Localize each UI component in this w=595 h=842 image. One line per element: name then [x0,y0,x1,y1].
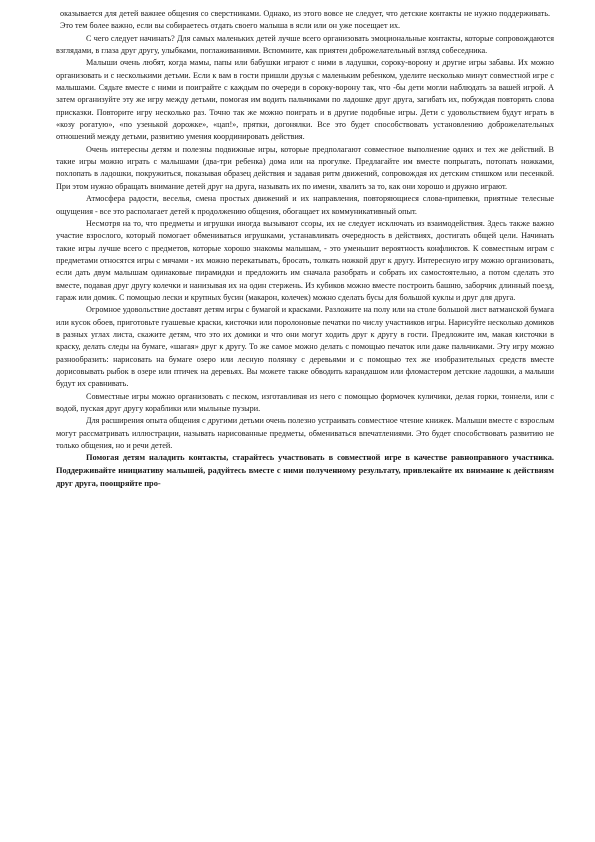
paragraph-9: Для расширения опыта общения с другими детьми очень полезно устраивать совместное чтение книжек. Малыши вместе с взрослым могут рассматривать иллюстрации, называть нарисованные предметы, обмениваться впечатлениями. Это будет способствовать развитию не только общения, но и речи детей. [56,416,554,451]
paragraph-7: Огромное удовольствие доставят детям игры с бумагой и красками. Разложите на полу или на столе большой лист ватманской бумага или кусок обоев, приготовьте гуашевые краски, кисточки или поролоновые печатки по числу участников игры. Нарисуйте несколько домиков в разных углах листа, скажите детям, что это их домики и что они могут ходить друг к другу в гости. Предложите им, макая кисточки в краску, делать следы на бумаге, «шагая» друг к другу. То же самое можно делать с помощью печаток или даже пальчиками. Эту игру можно разнообразить: нарисовать на бумаге озеро или лесную полянку с деревьями и с помощью тех же изобразительных средств вместе дорисовывать рыбок в озере или птичек на деревьях. Вы можете также обводить карандашом или фломастером детские ладошки, а малыши будут их сравнивать. [56,305,554,389]
paragraph-1: оказывается для детей важнее общения со сверстниками. Однако, из этого вовсе не следует, что детские контакты не нужно поддерживать. Это тем более важно, если вы собираетесь отдать своего малыша в ясли или он уже посещает их. [60,9,550,31]
document-body [56,8,554,490]
paragraph-6: Несмотря на то, что предметы и игрушки иногда вызывают ссоры, их не следует исключать из взаимодействия. Здесь также важно участие взрослого, который помогает обмениваться игрушками, устанавливать очередность в действиях, достигать общей цели. Начинать такие игры лучше всего с предметов, которые хорошо знакомы малышам, - это уменьшит вероятность конфликтов. К совместным играм с предметами относятся игры с мячами - их можно перекатывать, бросать, толкать ножкой друг к другу. Интересную игру можно организовать, если дать двум малышам одинаковые пирамидки и предложить им сначала разобрать и собрать их самостоятельно, а потом сделать это вместе, подавая друг другу колечки и нанизывая их на один стержень. Из кубиков можно вместе построить башню, заборчик длинный поезд, гараж или домик. С помощью лески и крупных бусин (макарон, колечек) можно сделать бусы для большой куклы и друг для друга. [56,218,554,302]
paragraph-4: Очень интересны детям и полезны подвижные игры, которые предполагают совместное выполнение одних и тех же действий. В такие игры можно играть с малышами (два-три ребенка) дома или на прогулке. Предлагайте им вместе попрыгать, потопать ножками, похлопать в ладошки, покружиться, показывая образец действия и задавая ритм движений, сопровождая их детским стишком или песенкой. При этом нужно обращать внимание детей друг на друга, называть их по имени, хвалить за то, как они хорошо и дружно играют. [56,144,554,191]
paragraph-8: Совместные игры можно организовать с песком, изготавливая из него с помощью формочек куличики, делая горки, тоннели, или с водой, пуская друг другу кораблики или мыльные пузыри. [56,391,554,413]
closing-paragraph: Помогая детям наладить контакты, старайтесь участвовать в совместной игре в качестве равноправного участника. Поддерживайте инициативу малышей, радуйтесь вместе с ними полученному результату, привлекайте их внимание к действиям друг друга, поощряйте про- [56,453,554,488]
paragraph-3: Малыши очень любят, когда мамы, папы или бабушки играют с ними в ладушки, сороку-ворону и другие игры забавы. Их можно организовать и с несколькими детьми. Если к вам в гости пришли друзья с маленьким ребенком, уделите несколько минут совместной игре с малышами. Сядьте вместе с ними и поиграйте с каждым по очереди в сороку-ворону так, что -бы дети могли наблюдать за вашей игрой. А затем организуйте эту же игру между детьми, помогая им водить пальчиками по ладошке друг друга, загибать их, побуждая повторять слова присказки. Повторите игру несколько раз. Точно так же можно поиграть и в другие подобные игры. Дети с удовольствием будут играть в «козу рогатую», «по узенькой дорожке», «цап!», прятки, догонялки. Все это будет способствовать установлению доброжелательных отношений между детьми, развитию умения координировать действия. [56,58,554,142]
paragraph-5: Атмосфера радости, веселья, смена простых движений и их направления, повторяющиеся слова-припевки, приятные телесные ощущения - все это располагает детей к продолжению общения, обогащает их коммуникативный опыт. [56,194,554,216]
paragraph-2: С чего следует начинать? Для самых маленьких детей лучше всего организовать эмоциональные контакты, которые сопровождаются взглядами, в глаза друг другу, улыбками, поглаживаниями. Вспомните, как приятен доброжелательный взгляд собеседника. [56,33,554,56]
